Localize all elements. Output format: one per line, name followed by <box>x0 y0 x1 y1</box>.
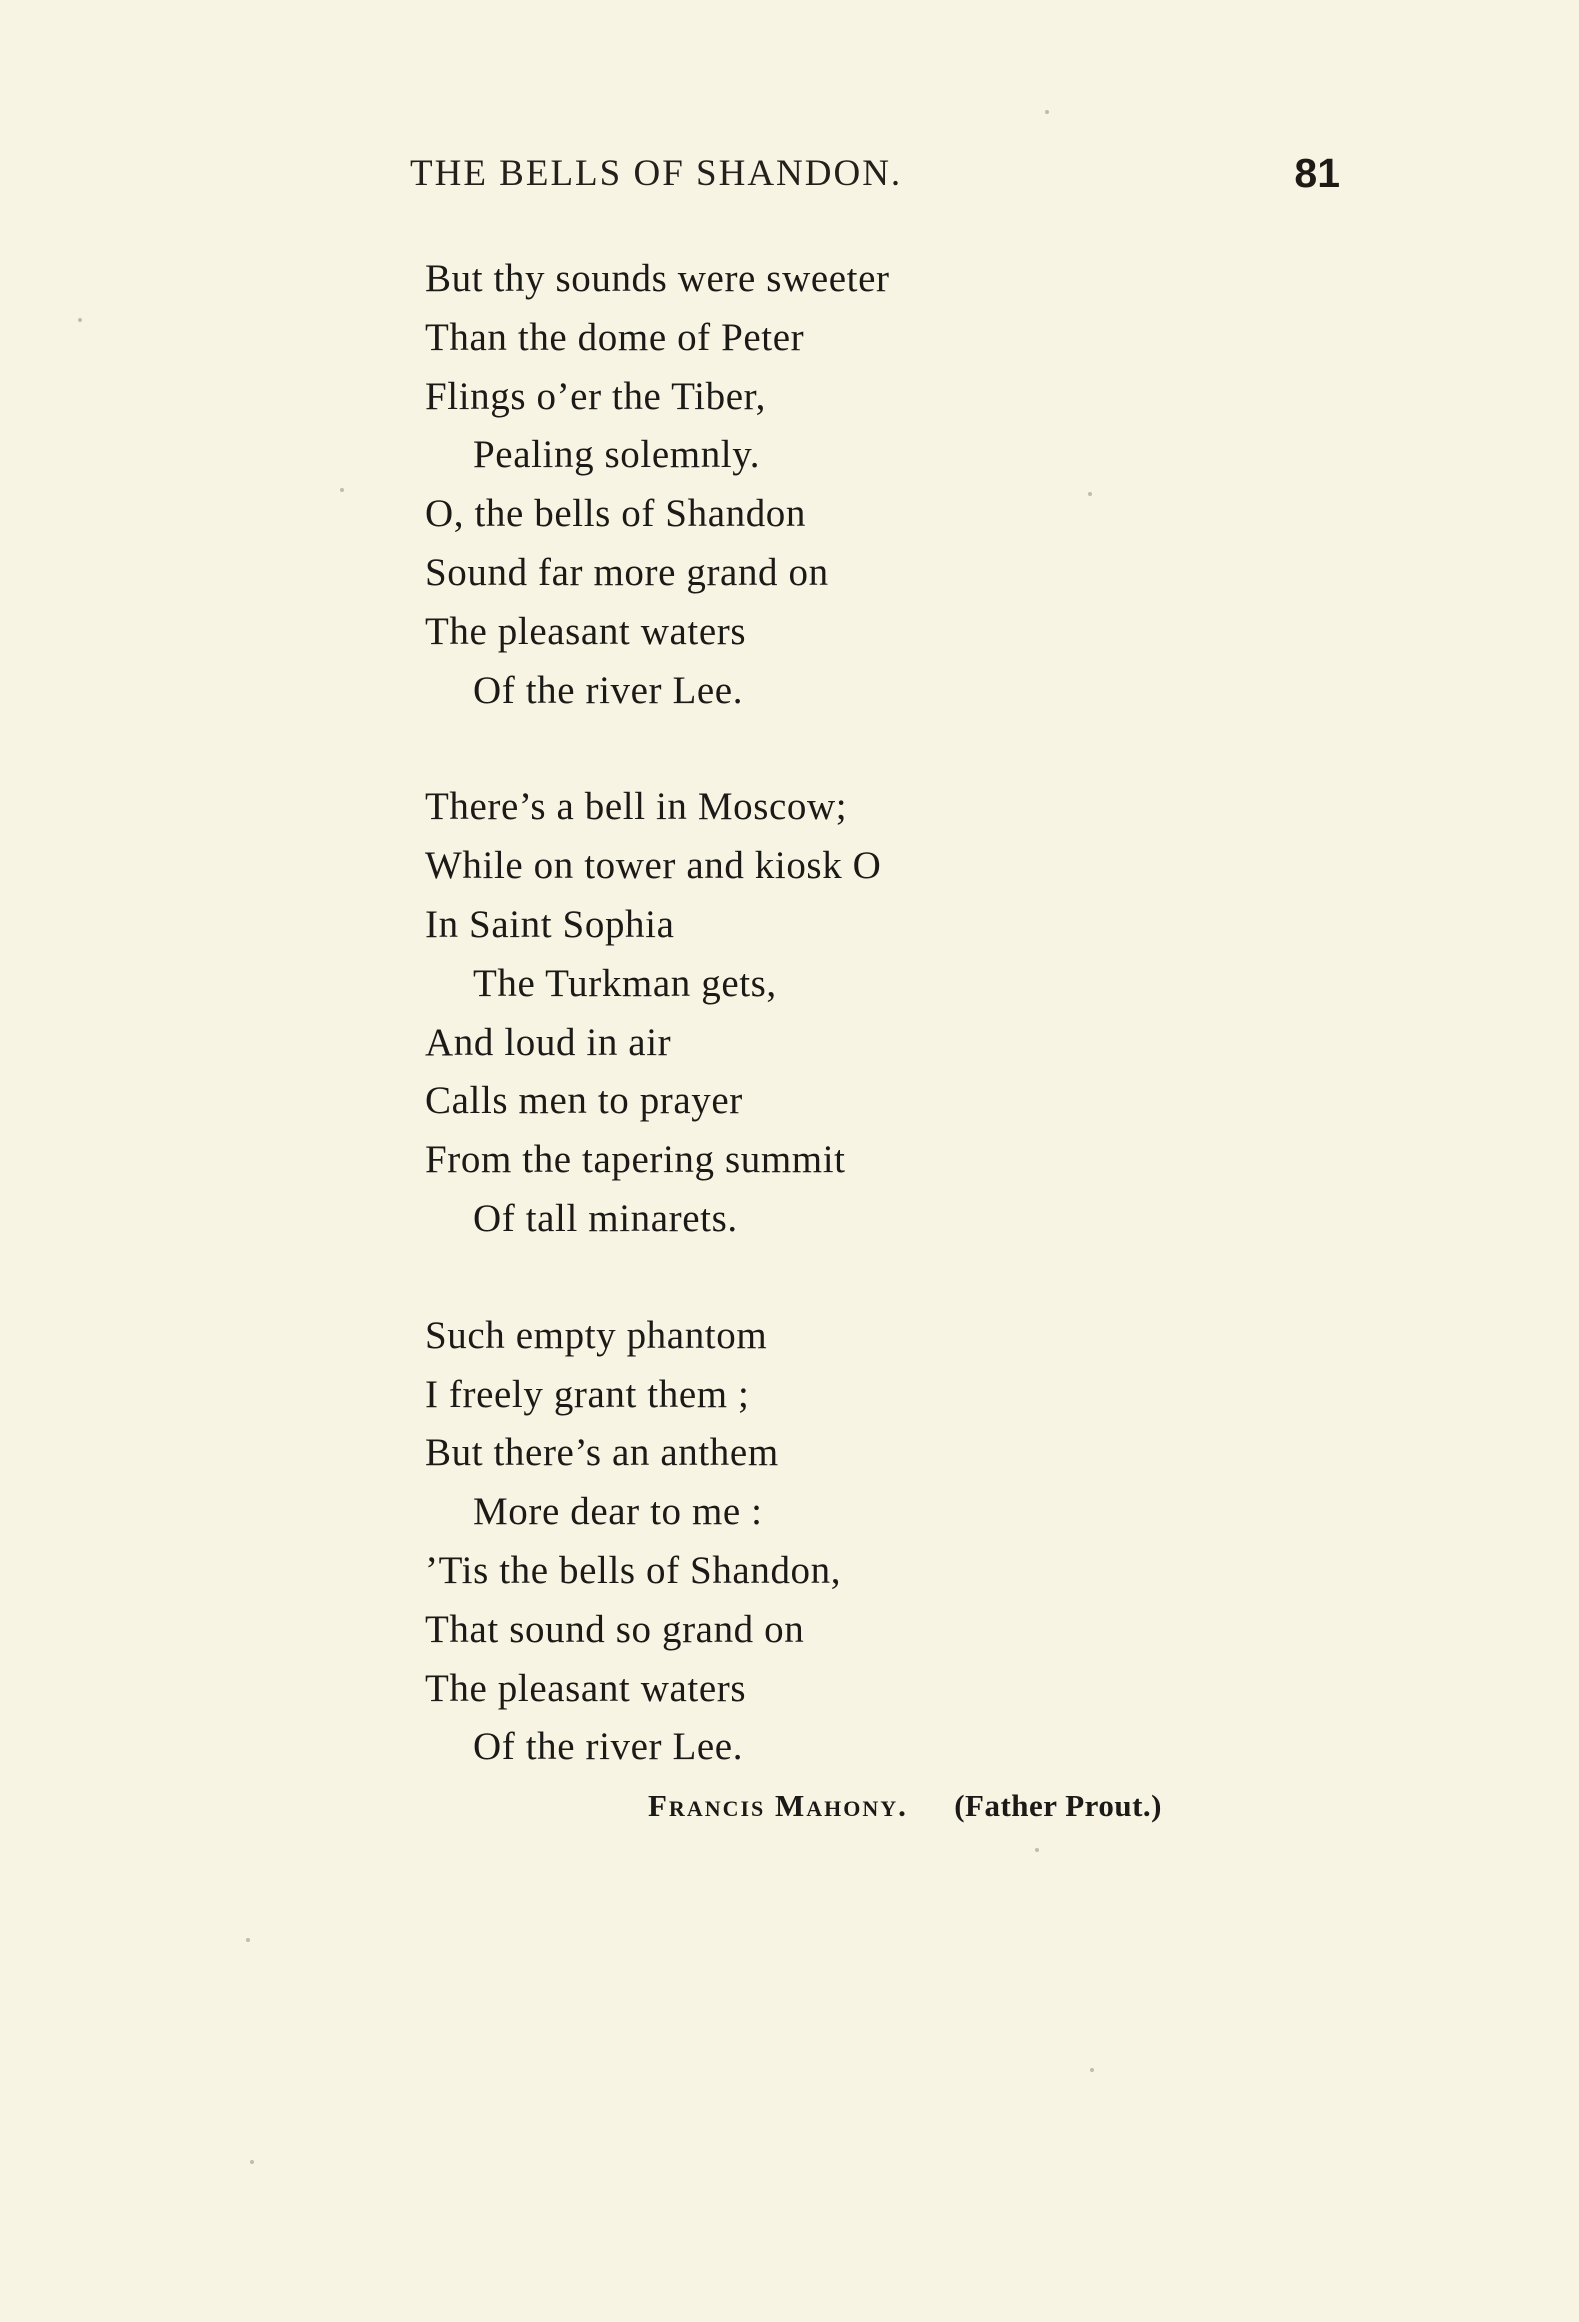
poem-line: Flings o’er the Tiber, <box>425 374 766 418</box>
stanza-1 <box>425 250 1185 720</box>
poem-line: While on tower and kiosk O <box>425 844 882 888</box>
attribution <box>648 1788 1248 1824</box>
paper-speck <box>1045 110 1049 114</box>
paper-speck <box>1088 492 1092 496</box>
poem-line: Calls men to prayer <box>425 1079 743 1123</box>
stanza-3 <box>425 1307 1185 1777</box>
poem <box>425 250 1185 1835</box>
poem-line: That sound so grand on <box>425 1607 805 1651</box>
poem-line: The pleasant waters <box>425 609 747 653</box>
paper-speck <box>246 1938 250 1942</box>
poem-line-indented: The Turkman gets, <box>473 961 777 1005</box>
author-pseudonym: (Father Prout.) <box>954 1788 1162 1823</box>
poem-line: The pleasant waters <box>425 1666 747 1710</box>
paper-speck <box>78 318 82 322</box>
poem-line: ’Tis the bells of Shandon, <box>425 1548 842 1592</box>
poem-line: There’s a bell in Moscow; <box>425 785 848 829</box>
poem-line: Such empty phantom <box>425 1313 768 1357</box>
poem-line: But there’s an anthem <box>425 1431 779 1475</box>
poem-line-indented: Of the river Lee. <box>473 1725 744 1769</box>
poem-line-indented: Of tall minarets. <box>473 1196 738 1240</box>
poem-line: Sound far more grand on <box>425 550 829 594</box>
poem-line: Than the dome of Peter <box>425 315 805 359</box>
poem-line-indented: More dear to me : <box>473 1490 763 1534</box>
page-number: 81 <box>1294 150 1340 196</box>
poem-line: But thy sounds were sweeter <box>425 257 890 300</box>
poem-line: I freely grant them ; <box>425 1372 750 1416</box>
poem-line: In Saint Sophia <box>425 902 675 946</box>
paper-speck <box>250 2160 254 2164</box>
poem-line-indented: Of the river Lee. <box>473 668 744 712</box>
poem-line: And loud in air <box>425 1020 672 1064</box>
poem-line: O, the bells of Shandon <box>425 492 807 536</box>
paper-speck <box>1035 1848 1039 1852</box>
poem-line: From the tapering summit <box>425 1138 846 1182</box>
running-head <box>410 152 1340 202</box>
running-title: THE BELLS OF SHANDON. <box>410 153 903 194</box>
paper-speck <box>340 488 344 492</box>
author-name: Francis Mahony. <box>648 1788 908 1823</box>
poem-line-indented: Pealing solemnly. <box>473 433 761 477</box>
stanza-2 <box>425 778 1185 1248</box>
paper-speck <box>1090 2068 1094 2072</box>
